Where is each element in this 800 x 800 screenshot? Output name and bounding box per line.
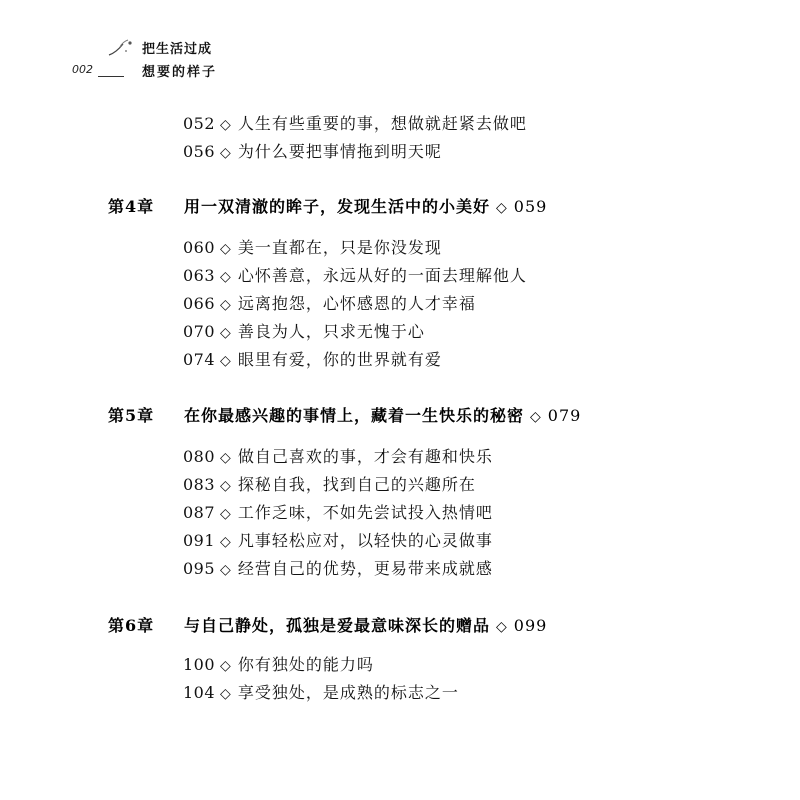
separator-diamond-icon: ◇ bbox=[220, 686, 232, 702]
chapter-title: 与自己静处，孤独是爱最意味深长的赠品 bbox=[184, 616, 491, 635]
entry-title: 远离抱怨，心怀感恩的人才幸福 bbox=[237, 294, 476, 313]
chapter-page: 059 bbox=[513, 197, 548, 216]
separator-diamond-icon: ◇ bbox=[220, 297, 232, 313]
chapter-page: 099 bbox=[513, 616, 548, 635]
toc-entry bbox=[183, 683, 459, 704]
chapter-heading-6 bbox=[108, 616, 547, 637]
chapter-heading-5 bbox=[108, 406, 581, 427]
separator-diamond-icon: ◇ bbox=[220, 241, 232, 257]
entry-title: 你有独处的能力吗 bbox=[237, 655, 374, 674]
toc-entry bbox=[183, 142, 442, 163]
toc-entry bbox=[183, 238, 442, 259]
book-title-line-2: 想要的样子 bbox=[142, 65, 218, 80]
entry-title: 心怀善意，永远从好的一面去理解他人 bbox=[237, 266, 527, 285]
entry-title: 凡事轻松应对，以轻快的心灵做事 bbox=[237, 531, 493, 550]
entry-title: 经营自己的优势，更易带来成就感 bbox=[237, 559, 493, 578]
chapter-title: 在你最感兴趣的事情上，藏着一生快乐的秘密 bbox=[184, 406, 525, 425]
toc-entry bbox=[183, 350, 442, 371]
separator-diamond-icon: ◇ bbox=[220, 450, 232, 466]
toc-entry bbox=[183, 503, 493, 524]
entry-page: 104 bbox=[183, 683, 216, 702]
toc-entry bbox=[183, 475, 476, 496]
entry-page: 080 bbox=[183, 447, 216, 466]
entry-title: 工作乏味，不如先尝试投入热情吧 bbox=[237, 503, 493, 522]
entry-page: 083 bbox=[183, 475, 216, 494]
toc-entry bbox=[183, 322, 425, 343]
entry-title: 为什么要把事情拖到明天呢 bbox=[237, 142, 442, 161]
toc-entry bbox=[183, 114, 527, 135]
entry-title: 美一直都在，只是你没发现 bbox=[237, 238, 442, 257]
separator-diamond-icon: ◇ bbox=[220, 658, 232, 674]
page-number: 002 bbox=[72, 63, 93, 76]
entry-page: 066 bbox=[183, 294, 216, 313]
toc-entry bbox=[183, 531, 493, 552]
entry-page: 087 bbox=[183, 503, 216, 522]
entry-title: 享受独处，是成熟的标志之一 bbox=[237, 683, 459, 702]
entry-title: 人生有些重要的事，想做就赶紧去做吧 bbox=[237, 114, 527, 133]
entry-title: 善良为人，只求无愧于心 bbox=[237, 322, 425, 341]
separator-diamond-icon: ◇ bbox=[220, 478, 232, 494]
entry-page: 095 bbox=[183, 559, 216, 578]
separator-diamond-icon: ◇ bbox=[530, 409, 542, 425]
entry-page: 070 bbox=[183, 322, 216, 341]
entry-page: 074 bbox=[183, 350, 216, 369]
separator-diamond-icon: ◇ bbox=[220, 325, 232, 341]
toc-entry bbox=[183, 559, 493, 580]
entry-page: 100 bbox=[183, 655, 216, 674]
separator-diamond-icon: ◇ bbox=[220, 145, 232, 161]
chapter-title: 用一双清澈的眸子，发现生活中的小美好 bbox=[184, 197, 491, 216]
separator-diamond-icon: ◇ bbox=[220, 534, 232, 550]
chapter-heading-4 bbox=[108, 197, 547, 218]
separator-diamond-icon: ◇ bbox=[496, 200, 508, 216]
separator-diamond-icon: ◇ bbox=[220, 269, 232, 285]
separator-diamond-icon: ◇ bbox=[496, 619, 508, 635]
separator-diamond-icon: ◇ bbox=[220, 117, 232, 133]
entry-page: 060 bbox=[183, 238, 216, 257]
chapter-label: 第4章 bbox=[108, 197, 155, 216]
entry-title: 做自己喜欢的事，才会有趣和快乐 bbox=[237, 447, 493, 466]
separator-diamond-icon: ◇ bbox=[220, 506, 232, 522]
separator-diamond-icon: ◇ bbox=[220, 353, 232, 369]
entry-page: 056 bbox=[183, 142, 216, 161]
entry-title: 探秘自我，找到自己的兴趣所在 bbox=[237, 475, 476, 494]
book-title-line-1: 把生活过成 bbox=[142, 42, 213, 57]
entry-title: 眼里有爱，你的世界就有爱 bbox=[237, 350, 442, 369]
toc-entry bbox=[183, 655, 374, 676]
entry-page: 052 bbox=[183, 114, 216, 133]
chapter-label: 第5章 bbox=[108, 406, 155, 425]
chapter-label: 第6章 bbox=[108, 616, 155, 635]
entry-page: 063 bbox=[183, 266, 216, 285]
toc-entry bbox=[183, 294, 476, 315]
entry-page: 091 bbox=[183, 531, 216, 550]
toc-entry bbox=[183, 447, 493, 468]
toc-entry bbox=[183, 266, 527, 287]
chapter-page: 079 bbox=[547, 406, 582, 425]
separator-diamond-icon: ◇ bbox=[220, 562, 232, 578]
